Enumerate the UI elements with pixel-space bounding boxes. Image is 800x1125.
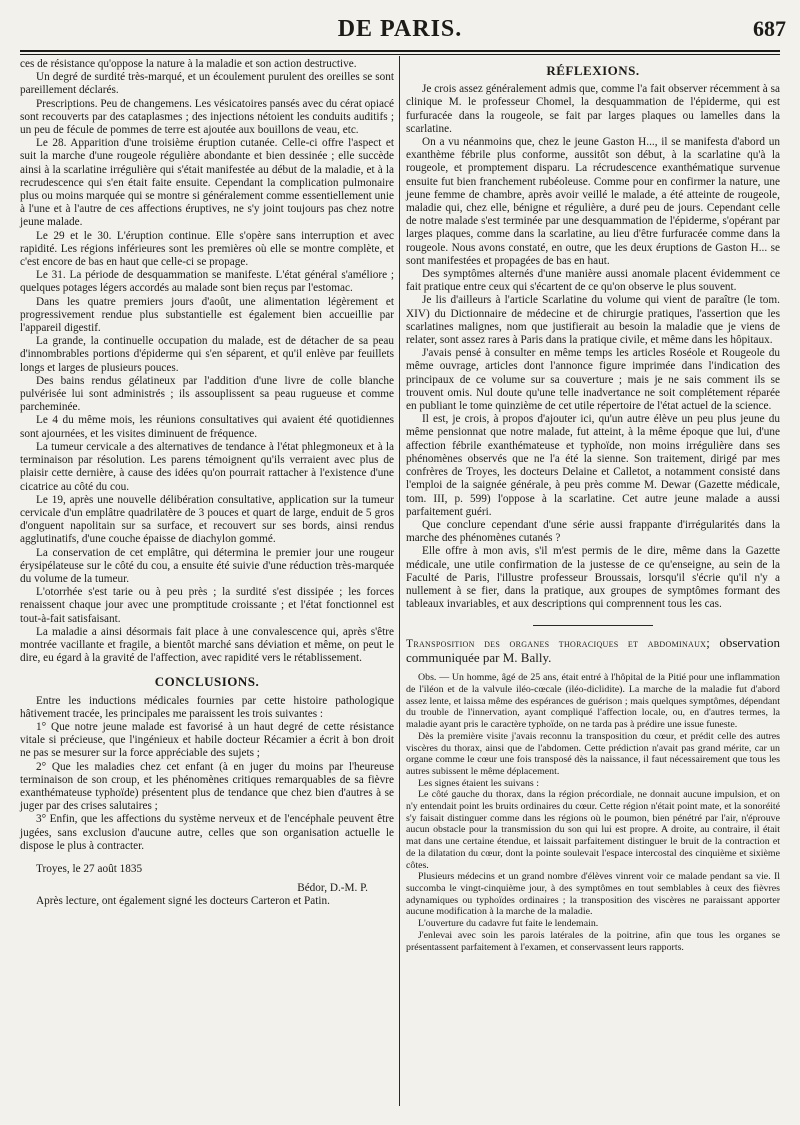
paragraph: 3° Enfin, que les affections du système nerveux et de l'encéphale peuvent être jugées, sans exclusion d'aucune autre, celles que son organisation actuelle le dispose le plus à contracter. (20, 813, 394, 852)
header-rule-thin (20, 54, 780, 55)
right-column (406, 58, 780, 953)
closing-note: Après lecture, ont également signé les docteurs Carteron et Patin. (36, 895, 330, 908)
paragraph: Le 28. Apparition d'une troisième éruption cutanée. Celle-ci offre l'aspect et suit la marche d'une rougeole régulière abondante et bien dessinée ; elle succède ainsi à la scarlatine irrégulière qui s'était manifestée au début de la maladie, et à la recrudescence qui s'en était faite ensuite. Cependant la complication pulmonaire plus ou moins marquée qui se montre si généralement comme essentiellement unie à l'une et à l'autre de ces affections éruptives, ne s'y joint toujours pas chez notre jeune malade. (20, 137, 394, 229)
case-continuation (20, 58, 394, 665)
paragraph: Le 29 et le 30. L'éruption continue. Elle s'opère sans interruption et avec rapidité. Les régions inférieures sont les premières où elle se montre complète, et c'est encore de bas en haut que celle-ci se propage. (20, 229, 394, 269)
paragraph: Entre les inductions médicales fournies par cette histoire pathologique hâtivement tracée, les principales me paraissent les trois suivantes : (20, 694, 394, 720)
paragraph: Le 4 du même mois, les réunions consultatives qui avaient été quotidiennes sont ajournées, et les visites diminuent de fréquence. (20, 414, 394, 440)
left-column (20, 58, 394, 909)
paragraph: La grande, la continuelle occupation du malade, est de détacher de sa peau d'innombrables portions d'épiderme qui s'en séparent, et qu'il enlève par feuillets longs et larges de plusieurs pouces. (20, 335, 394, 374)
paragraph: La conservation de cet emplâtre, qui détermina le premier jour une rougeur érysipélateuse sur le côté du cou, a ensuite été suivie d'une réduction très-marquée du volume de la tumeur. (20, 546, 394, 585)
article-title-caps: Transposition des organes thoraciques et abdominaux (406, 638, 707, 651)
column-divider (399, 56, 400, 1106)
paragraph: Un degré de surdité très-marqué, et un écoulement purulent des oreilles se sont pareillement déclarés. (20, 71, 394, 97)
header-rule (20, 50, 780, 52)
running-title: DE PARIS. (337, 16, 463, 42)
paragraph: 1° Que notre jeune malade est favorisé à un haut degré de cette résistance vitale si précieuse, que l'ingénieux et habile docteur Récamier a écrit à bon droit ne pas se mesurer sur la force appréciable des sujets ; (20, 720, 394, 760)
paragraph: L'otorrhée s'est tarie ou à peu près ; la surdité s'est dissipée ; les forces renaissent chaque jour avec une promptitude croissante ; et l'état fonctionnel est tout-à-fait satisfaisant. (20, 586, 394, 625)
paragraph: Que conclure cependant d'une série aussi frappante d'irrégularités dans la marche des phénomènes cutanés ? (406, 518, 780, 545)
paragraph: Le côté gauche du thorax, dans la région précordiale, ne donnait aucune impulsion, et on n'y entendait point les bruits ordinaires du cœur. Cette région n'était point mate, et la sonoréité s'y faisait distinguer comme dans les régions où le poumon, bien pénétré par l'air, n'éprouve aucun obstacle pour la transmission du son qui lui est propre. A droite, au contraire, il était mat dans une certaine étendue, et laissait parfaitement distinguer le bruit de la contraction et de la dilatation du cœur, dont la pointe soulevait l'espace intercostal des cinquième et sixième côtes. (406, 789, 780, 871)
article-title-rest: ; observation communiquée par M. Bally. (406, 635, 781, 666)
reflexions-heading: RÉFLEXIONS. (546, 63, 640, 78)
section-separator (533, 625, 653, 626)
paragraph: Dès la première visite j'avais reconnu la transposition du cœur, et prédit celle des autres viscères du thorax, ainsi que de l'abdomen. Cette prédiction n'avait pas grand mérite, car un organe comme le cœur une fois transposé dès la naissance, il faut nécessairement que tous les autres subissent le même déplacement. (406, 730, 780, 777)
paragraph: J'enlevai avec soin les parois latérales de la poitrine, afin que tous les organes se présentassent parfaitement à l'examen, et conservassent leurs rapports. (406, 929, 780, 953)
page-header (0, 10, 800, 44)
dateline: Troyes, le 27 août 1835 (36, 862, 143, 875)
conclusions-heading: CONCLUSIONS. (154, 674, 260, 690)
paragraph: Elle offre à mon avis, s'il m'est permis de le dire, même dans la Gazette médicale, une utile confirmation de la justesse de ce qu'enseigne, au sein de la Faculté de Paris, l'illustre professeur Broussais, lorsqu'il s'écrie qu'il n'y a nullement à se fier, dans la pratique, aux groupes de symptômes formant des tableaux invariables, et aux descriptions qui comprennent tous les cas. (406, 545, 780, 611)
paragraph: La maladie a ainsi désormais fait place à une convalescence qui, après s'être montrée vacillante et fragile, a bientôt marché sans déviation et même, on peut le dire, eu égard à la gravité de l'affection, avec rapidité vers le rétablissement. (20, 625, 394, 665)
paragraph: Le 19, après une nouvelle délibération consultative, application sur la tumeur cervicale d'un emplâtre quadrilatère de 3 pouces et quart de large, enduit de 5 gros d'onguent napolitain sur sa surface, et recouvert sur ses bords, ainsi rendus agglutinatifs, d'une couche épaisse de diachylon gommé. (20, 493, 394, 546)
reflexions-body (406, 83, 780, 611)
paragraph: Il est, je crois, à propos d'ajouter ici, qu'un autre élève un peu plus jeune du même pensionnat que notre malade, fut atteint, à la même époque que lui, d'une affection fébrile exanthémateuse et typhoïde, non moins irrégulière dans ses phénomènes observés que ne l'a été la sienne. Son traitement, dirigé par mes confrères de Troyes, les docteurs Delaine et Calletot, a notamment consisté dans l'emploi de la saignée générale, à peu près comme M. Dewar (Gazette médicale, tom. III, p. 599) l'oppose à la scarlatine. Cet autre jeune malade a aussi parfaitement guéri. (406, 413, 780, 518)
paragraph: ces de résistance qu'oppose la nature à la maladie et son action destructive. (20, 58, 357, 70)
paragraph: Prescriptions. Peu de changemens. Les vésicatoires pansés avec du cérat opiacé sont recouverts par des cataplasmes ; des injections nétoient les conduits auditifs ; un peu de fécule de pommes de terre est ajoutée aux bouillons de veau, etc. (20, 97, 394, 137)
paragraph: La tumeur cervicale a des alternatives de tendance à l'état phlegmoneux et à la terminaison par résolution. Les parens témoignent qu'ils verraient avec plus de plaisir cette dernière, à cause des idées qu'on pourrait rattacher à l'existence d'une cicatrice au côté du cou. (20, 440, 394, 493)
author-signature: Bédor, D.-M. P. (297, 882, 368, 895)
paragraph: Je crois assez généralement admis que, comme l'a fait observer récemment à sa clinique M. le professeur Chomel, la desquammation de l'épiderme, qui est furfuracée dans la rougeole, se fait par larges plaques ou lamelles dans la scarlatine. (406, 83, 780, 135)
paragraph: On a vu néanmoins que, chez le jeune Gaston H..., il se manifesta d'abord un exanthème fébrile plus conforme, aussitôt son début, à la scarlatine qu'à la rougeole, et promptement disparu. La récrudescence exanthématique survenue ensuite fut bien franchement rubéoleuse. Comme pour en confirmer la nature, une jeune femme de chambre, après avoir veillé le malade, a été atteinte de rougeole, maladie qui, chez elle, bénigne et régulière, a duré peu de jours. Cependant celle de notre malade s'est terminée par une desquammation de l'épiderme, s'opérant par larges plaques, comme dans la scarlatine, au lieu d'être furfuracée comme dans la rougeole. Nous avons constaté, en outre, que les deux éruptions de Gaston H... se sont manifestées et propagées de bas en haut. (406, 136, 780, 267)
conclusions-body (20, 695, 394, 853)
paragraph: Obs. — Un homme, âgé de 25 ans, était entré à l'hôpital de la Pitié pour une inflammation de l'iléon et de la valvule iléo-cœcale (iléo-diclidite). La marche de la maladie fut d'abord assez lente, et laissa même des espérances de guérison ; mais quelques symptômes, dépendant du trouble de l'innervation, ayant compliqué l'affection locale, ou, en d'autres termes, la maladie ayant pris le caractère typhoïde, on ne tarda pas à prédire une issue funeste. (406, 672, 780, 731)
paragraph: Je lis d'ailleurs à l'article Scarlatine du volume qui vient de paraître (le tom. XIV) du Dictionnaire de médecine et de chirurgie pratiques, l'assertion que les scarlatines malignes, nom que justifierait au besoin la maladie que je viens de relater, sont assez rares à Paris dans la pratique civile, et même dans les hôpitaux. (406, 294, 780, 347)
paragraph: Les signes étaient les suivans : (418, 777, 539, 789)
paragraph: Le 31. La période de desquammation se manifeste. L'état général s'améliore ; quelques potages légers accordés au malade sont bien reçus par l'estomac. (20, 269, 394, 295)
paragraph: Plusieurs médecins et un grand nombre d'élèves vinrent voir ce malade pendant sa vie. Il succomba le vingt-cinquième jour, à des symptômes en tout semblables à ceux des fièvres adynamiques ou typhoïdes ordinaires ; la transposition des viscères ne paraissant apporter aucune modification à la marche de la maladie. (406, 871, 780, 918)
paragraph: L'ouverture du cadavre fut faite le lendemain. (418, 918, 599, 930)
observation-body (406, 672, 780, 953)
page-number: 687 (753, 16, 786, 41)
paragraph: Dans les quatre premiers jours d'août, une alimentation légèrement et progressivement rendue plus substantielle est également bien accueillie par l'appareil digestif. (20, 295, 394, 335)
paragraph: Des symptômes alternés d'une manière aussi anomale placent évidemment ce fait pratique entre ceux qui s'écartent de ce qu'on observe le plus souvent. (406, 268, 780, 294)
paragraph: Des bains rendus gélatineux par l'addition d'une livre de colle blanche pulvérisée lui sont administrés ; ils assouplissent sa peau rugueuse et comme parcheminée. (20, 374, 394, 414)
paragraph: 2° Que les maladies chez cet enfant (à en juger du moins par l'heureuse terminaison de son croup, et les phénomènes critiques remarquables de sa fièvre exanthémateuse typhoïde) présentent plus de tendance que chez bien d'autres à se juger par des crises salutaires ; (20, 760, 394, 813)
article-title (406, 636, 780, 666)
paragraph: J'avais pensé à consulter en même temps les articles Roséole et Rougeole du même ouvrage, articles dont l'annonce figure imprimée dans l'indication des principaux de ce volume sur sa couverture ; mais je ne sais comment ils se trouvent omis. Nul doute qu'une telle inadvertance ne soit complétement réparée en publiant le tome quinzième de cet utile répertoire de l'état actuel de la science. (406, 347, 780, 413)
